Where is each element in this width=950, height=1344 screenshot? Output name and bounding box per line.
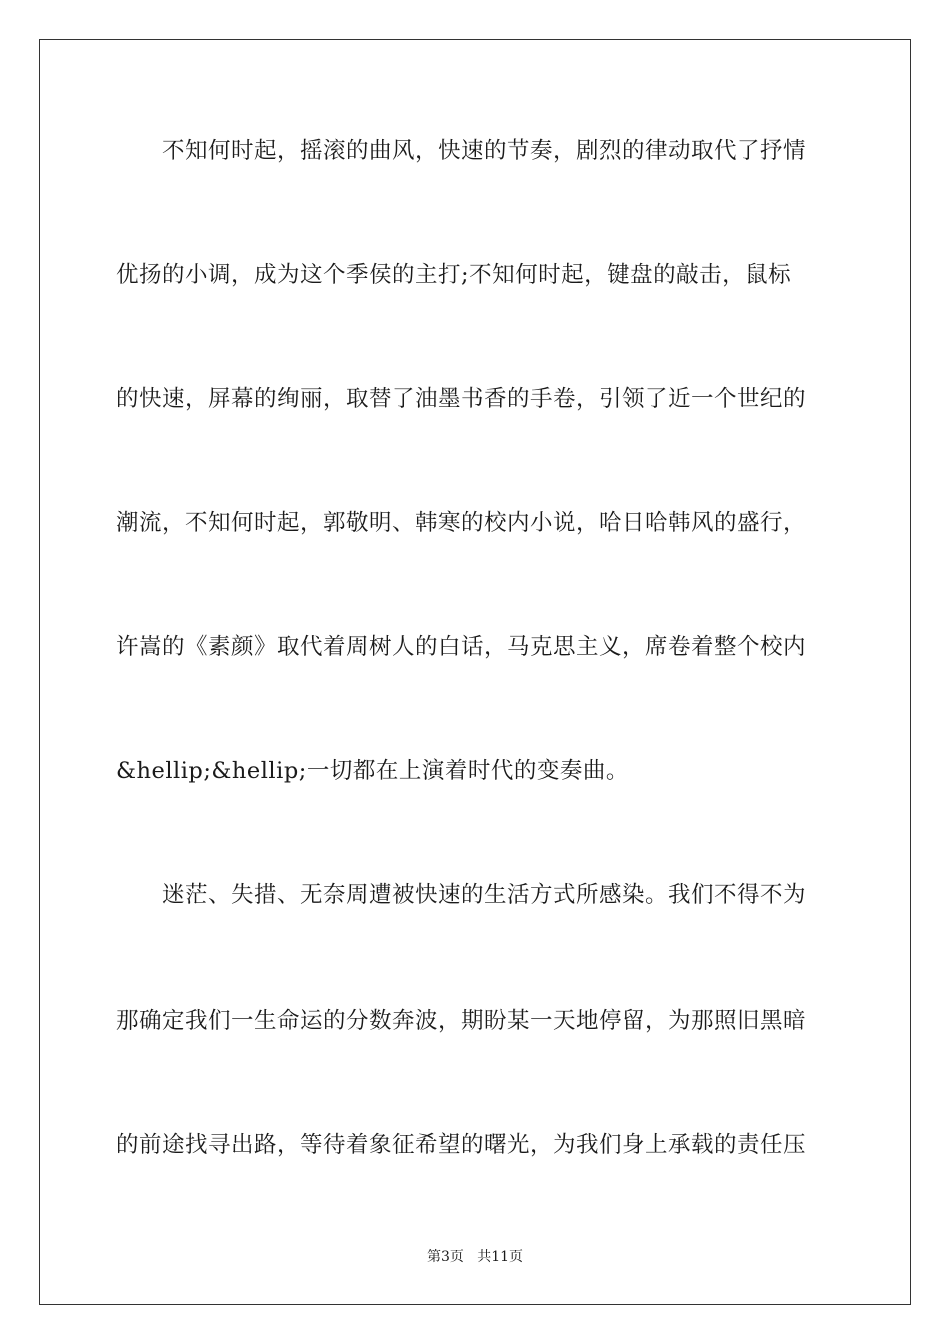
- paragraph-1-line-5: 许嵩的《素颜》取代着周树人的白话，马克思主义，席卷着整个校内: [116, 634, 807, 660]
- page-border: [39, 39, 911, 1305]
- paragraph-1-line-1: 不知何时起，摇滚的曲风，快速的节奏，剧烈的律动取代了抒情: [162, 138, 807, 164]
- paragraph-1-line-2: 优扬的小调，成为这个季侯的主打;不知何时起，键盘的敲击，鼠标: [116, 262, 792, 288]
- paragraph-2-line-3: 的前途找寻出路，等待着象征希望的曙光，为我们身上承载的责任压: [116, 1132, 807, 1158]
- paragraph-1-line-4: 潮流，不知何时起，郭敬明、韩寒的校内小说，哈日哈韩风的盛行，: [116, 510, 807, 536]
- paragraph-2-line-1: 迷茫、失措、无奈周遭被快速的生活方式所感染。我们不得不为: [162, 882, 807, 908]
- paragraph-1-line-3: 的快速，屏幕的绚丽，取替了油墨书香的手卷，引领了近一个世纪的: [116, 386, 807, 412]
- paragraph-2-line-2: 那确定我们一生命运的分数奔波，期盼某一天地停留，为那照旧黑暗: [116, 1008, 807, 1034]
- paragraph-1-line-6: &hellip;&hellip;一切都在上演着时代的变奏曲。: [116, 758, 629, 784]
- page-footer: 第3页 共11页: [426, 1249, 524, 1265]
